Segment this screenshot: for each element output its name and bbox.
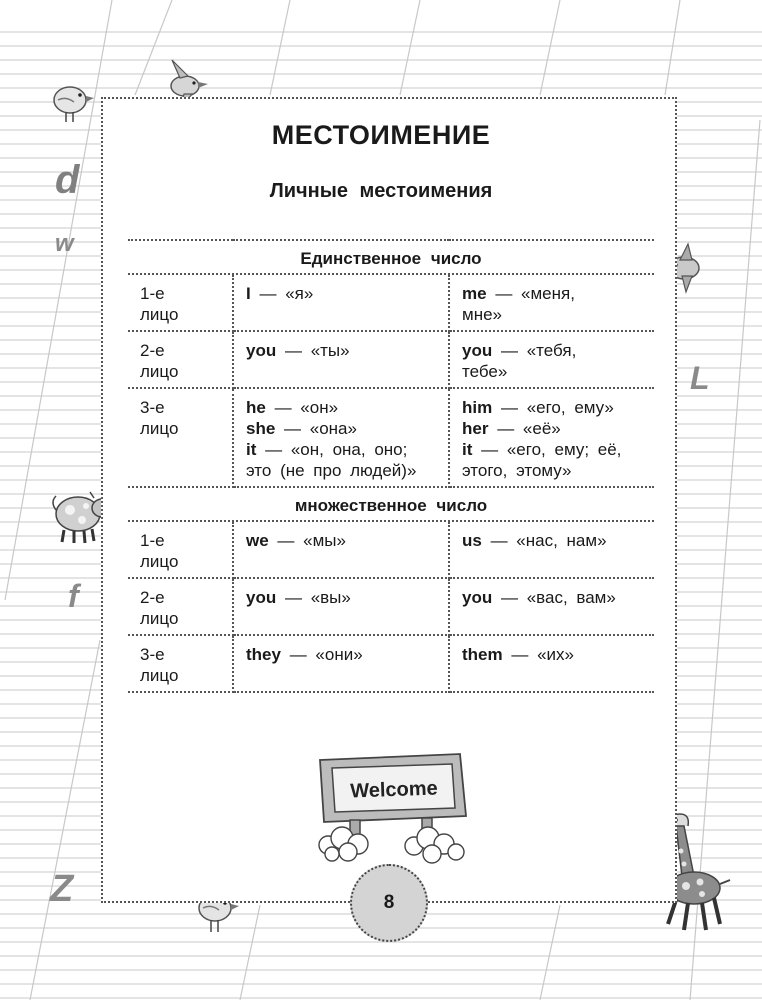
object-pronoun-cell (449, 578, 654, 635)
page-subtitle: Личные местоимения (269, 180, 493, 202)
translation: — «она» (284, 419, 357, 438)
translation: — «её» (497, 419, 561, 438)
subject-pronoun-cell (233, 331, 449, 388)
translation: — «тебя, (500, 341, 577, 360)
subject-pronoun-cell (233, 635, 449, 692)
object-pronoun-cell (449, 388, 654, 487)
table-row (128, 521, 654, 578)
welcome-sign-illustration (310, 750, 470, 865)
translation: — «ты» (284, 341, 350, 360)
page-title: МЕСТОИМЕНИЕ (271, 120, 491, 150)
translation: — «вас, вам» (500, 588, 616, 607)
letter-d-decoration: d (55, 158, 80, 202)
table-row (128, 331, 654, 388)
english-pronoun: it (246, 440, 257, 459)
english-pronoun: us (462, 531, 482, 550)
translation: — «он, она, оно; это (не про людей)» (246, 440, 417, 480)
translation: — «он» (274, 398, 339, 417)
translation: — «я» (259, 284, 314, 303)
english-pronoun: me (462, 284, 487, 303)
translation: — «они» (289, 645, 363, 664)
table-row (128, 635, 654, 692)
english-pronoun: they (246, 645, 281, 664)
english-pronoun: we (246, 531, 269, 550)
subject-pronoun-cell (233, 521, 449, 578)
english-pronoun: she (246, 419, 276, 438)
section-heading: Единственное число (128, 240, 654, 274)
english-pronoun: them (462, 645, 503, 664)
translation: — «его, ему; её, этого, этому» (462, 440, 622, 480)
subject-pronoun-cell (233, 578, 449, 635)
person-cell: 2-е лицо (128, 578, 233, 635)
subject-pronoun-cell (233, 274, 449, 331)
table-row (128, 388, 654, 487)
letter-z-decoration: Z (50, 868, 74, 910)
translation: — «их» (511, 645, 574, 664)
object-pronoun-cell (449, 274, 654, 331)
translation: — «вы» (284, 588, 351, 607)
sign-text: Welcome (349, 777, 439, 803)
object-pronoun-cell (449, 521, 654, 578)
table-row (128, 274, 654, 331)
person-cell: 3-е лицо (128, 388, 233, 487)
english-pronoun: he (246, 398, 266, 417)
pronouns-table (128, 239, 654, 693)
translation: — «нас, нам» (490, 531, 607, 550)
letter-w-decoration: w (55, 230, 74, 257)
english-pronoun: I (246, 284, 251, 303)
person-cell: 3-е лицо (128, 635, 233, 692)
english-pronoun: it (462, 440, 473, 459)
object-pronoun-cell (449, 331, 654, 388)
english-pronoun: him (462, 398, 493, 417)
translation: мне» (462, 305, 502, 324)
subject-pronoun-cell (233, 388, 449, 487)
section-header-plural (128, 487, 654, 521)
english-pronoun: you (462, 341, 493, 360)
english-pronoun: you (246, 341, 277, 360)
translation: тебе» (462, 362, 508, 381)
translation: — «мы» (277, 531, 346, 550)
english-pronoun: you (462, 588, 493, 607)
person-cell: 1-е лицо (128, 274, 233, 331)
translation: — «его, ему» (500, 398, 614, 417)
translation: — «меня, (495, 284, 575, 303)
person-cell: 2-е лицо (128, 331, 233, 388)
english-pronoun: her (462, 419, 489, 438)
bird-illustration (48, 78, 96, 126)
section-header-singular (128, 240, 654, 274)
table-row (128, 578, 654, 635)
page-number: 8 (350, 864, 428, 942)
letter-f-decoration: f (68, 578, 79, 614)
letter-l-decoration: L (690, 360, 710, 396)
english-pronoun: you (246, 588, 277, 607)
person-cell: 1-е лицо (128, 521, 233, 578)
section-heading: множественное число (128, 487, 654, 521)
object-pronoun-cell (449, 635, 654, 692)
